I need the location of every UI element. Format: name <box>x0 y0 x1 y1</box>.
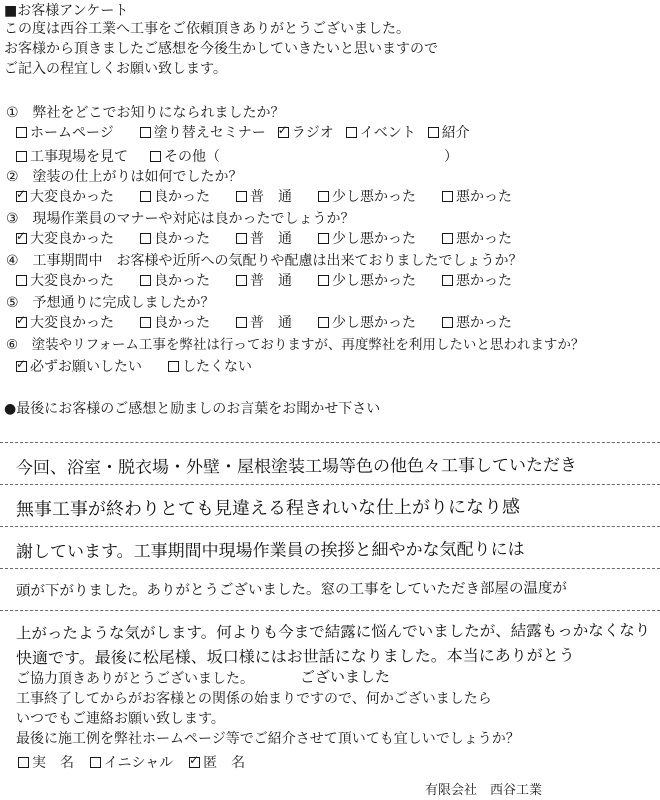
q1-option-event[interactable]: イベント <box>346 124 416 142</box>
q1-option-seminar[interactable]: 塗り替えセミナー <box>140 124 266 142</box>
q3-options <box>16 230 538 248</box>
checkbox[interactable] <box>346 127 357 138</box>
ruled-line <box>0 442 660 444</box>
handwritten-line-4: 頭が下がりました。ありがとうございました。窓の工事をしていただき部屋の温度が <box>15 580 568 600</box>
checkbox[interactable] <box>318 191 329 202</box>
q2-options <box>16 188 538 206</box>
q2-option-slightly-bad[interactable]: 少し悪かった <box>318 188 416 206</box>
checkbox-checked[interactable] <box>278 127 289 138</box>
footer-line-4: 最後に施工例を弊社ホームページ等でご紹介させて頂いても宜しいでしょうか？ <box>16 731 520 747</box>
handwritten-line-7: ございました <box>299 667 391 687</box>
checkbox[interactable] <box>236 275 247 286</box>
checkbox[interactable] <box>16 151 27 162</box>
feedback-heading: ●最後にお客様のご感想と励ましのお言葉をお聞かせ下さい <box>4 401 381 417</box>
checkbox[interactable] <box>90 757 101 768</box>
q5-option-very-good[interactable]: ✓大変良かった <box>16 314 114 332</box>
q3-option-good[interactable]: 良かった <box>140 230 210 248</box>
checkbox[interactable] <box>318 233 329 244</box>
q1-option-site[interactable]: 工事現場を見て <box>16 148 128 166</box>
handwritten-line-6: 快適です。最後に松尾様、坂口様にはお世話になりました。本当にありがとう <box>15 645 575 668</box>
q5-option-slightly-bad[interactable]: 少し悪かった <box>318 314 416 332</box>
handwritten-line-1: 今回、浴室・脱衣場・外壁・屋根塗装工場等色の他色々工事していただき <box>15 455 578 479</box>
q1-options-row2 <box>16 148 484 166</box>
handwritten-line-5: 上がったような気がします。何よりも今まで結露に悩んでいましたが、結露もっかなくなり <box>15 621 651 643</box>
ruled-line <box>0 526 660 528</box>
checkbox[interactable] <box>442 191 453 202</box>
handwritten-line-3: 謝しています。工事期間中現場作業員の挨拶と細やかな気配りには <box>15 539 525 563</box>
q6-question: ⑥ 塗装やリフォーム工事を弊社は行っておりますが、再度弊社を利用したいと思われますか？ <box>6 337 585 353</box>
checkbox[interactable] <box>442 275 453 286</box>
survey-title: ■お客様アンケート <box>4 3 129 19</box>
q5-options <box>16 314 538 332</box>
q2-option-very-good[interactable]: ✓大変良かった <box>16 188 114 206</box>
checkbox[interactable] <box>318 317 329 328</box>
footer-line-1: ご協力頂きありがとうございました。 <box>16 671 254 687</box>
name-options <box>18 754 271 772</box>
checkbox[interactable] <box>140 275 151 286</box>
intro-line-2: お客様から頂きましたご感想を今後生かしていきたいと思いますので <box>4 41 438 57</box>
checkbox-checked[interactable] <box>16 361 27 372</box>
checkbox[interactable] <box>318 275 329 286</box>
q4-option-bad[interactable]: 悪かった <box>442 272 512 290</box>
company-name: 有限会社 西谷工業 <box>424 783 542 798</box>
q5-option-bad[interactable]: 悪かった <box>442 314 512 332</box>
checkbox[interactable] <box>140 127 151 138</box>
checkbox[interactable] <box>236 191 247 202</box>
q1-options-row1 <box>16 124 496 142</box>
q1-option-referral[interactable]: 紹介 <box>428 124 470 142</box>
checkbox[interactable] <box>442 317 453 328</box>
checkbox[interactable] <box>236 233 247 244</box>
q3-option-slightly-bad[interactable]: 少し悪かった <box>318 230 416 248</box>
checkbox-checked[interactable] <box>16 233 27 244</box>
checkbox[interactable] <box>16 127 27 138</box>
checkbox[interactable] <box>140 317 151 328</box>
checkbox[interactable] <box>442 233 453 244</box>
checkbox[interactable] <box>236 317 247 328</box>
handwritten-line-2: 無事工事が終わりとても見違える程きれいな仕上がりになり感 <box>15 496 521 521</box>
q5-question: ⑤ 予想通りに完成しましたか？ <box>6 295 215 311</box>
checkbox[interactable] <box>18 757 29 768</box>
q5-option-good[interactable]: 良かった <box>140 314 210 332</box>
checkbox[interactable] <box>428 127 439 138</box>
ruled-line <box>0 484 660 486</box>
checkbox[interactable] <box>168 361 179 372</box>
q1-option-homepage[interactable]: ホームページ <box>16 124 114 142</box>
checkbox[interactable] <box>150 151 161 162</box>
name-option-real[interactable]: 実 名 <box>18 754 74 772</box>
checkbox-checked[interactable] <box>16 191 27 202</box>
q4-option-normal[interactable]: 普 通 <box>236 272 292 290</box>
name-option-anonymous[interactable]: ✓ 匿 名 <box>189 754 245 772</box>
q3-question: ③ 現場作業員のマナーや対応は良かったでしょうか？ <box>6 211 355 227</box>
q6-option-definitely[interactable]: ✓必ずお願いしたい <box>16 358 142 376</box>
q6-options <box>16 358 278 376</box>
checkbox-checked[interactable] <box>16 317 27 328</box>
ruled-line <box>0 568 660 570</box>
q2-option-good[interactable]: 良かった <box>140 188 210 206</box>
q4-question: ④ 工事期間中 お客様や近所への気配りや配慮は出来ておりましたでしょうか？ <box>6 253 523 269</box>
q4-option-very-good[interactable]: 大変良かった <box>16 272 114 290</box>
q4-option-good[interactable]: 良かった <box>140 272 210 290</box>
checkbox[interactable] <box>16 275 27 286</box>
q1-question: ① 弊社をどこでお知りになられましたか？ <box>6 105 285 121</box>
q2-option-normal[interactable]: 普 通 <box>236 188 292 206</box>
intro-line-3: ご記入の程宜しくお願い致します。 <box>4 61 227 77</box>
checkbox[interactable] <box>140 191 151 202</box>
name-option-initial[interactable]: イニシャル <box>90 754 173 772</box>
footer-line-2: 工事終了してからがお客様との関係の始まりですので、何かございましたら <box>16 691 492 707</box>
q2-question: ② 塗装の仕上がりは如何でしたか？ <box>6 169 243 185</box>
q2-option-bad[interactable]: 悪かった <box>442 188 512 206</box>
q3-option-very-good[interactable]: ✓大変良かった <box>16 230 114 248</box>
intro-line-1: この度は西谷工業へ工事をご依頼頂きありがとうございました。 <box>4 21 410 37</box>
q5-option-normal[interactable]: 普 通 <box>236 314 292 332</box>
checkbox[interactable] <box>140 233 151 244</box>
q1-option-other[interactable]: その他（ ） <box>150 148 458 166</box>
q4-option-slightly-bad[interactable]: 少し悪かった <box>318 272 416 290</box>
checkbox-checked[interactable] <box>189 757 200 768</box>
q4-options <box>16 272 538 290</box>
q3-option-bad[interactable]: 悪かった <box>442 230 512 248</box>
ruled-line <box>0 610 660 612</box>
q1-option-radio[interactable]: ✓ ラジオ <box>278 124 334 142</box>
footer-line-3: いつでもご連絡お願い致します。 <box>16 711 225 727</box>
q6-option-no[interactable]: したくない <box>168 358 252 376</box>
q3-option-normal[interactable]: 普 通 <box>236 230 292 248</box>
